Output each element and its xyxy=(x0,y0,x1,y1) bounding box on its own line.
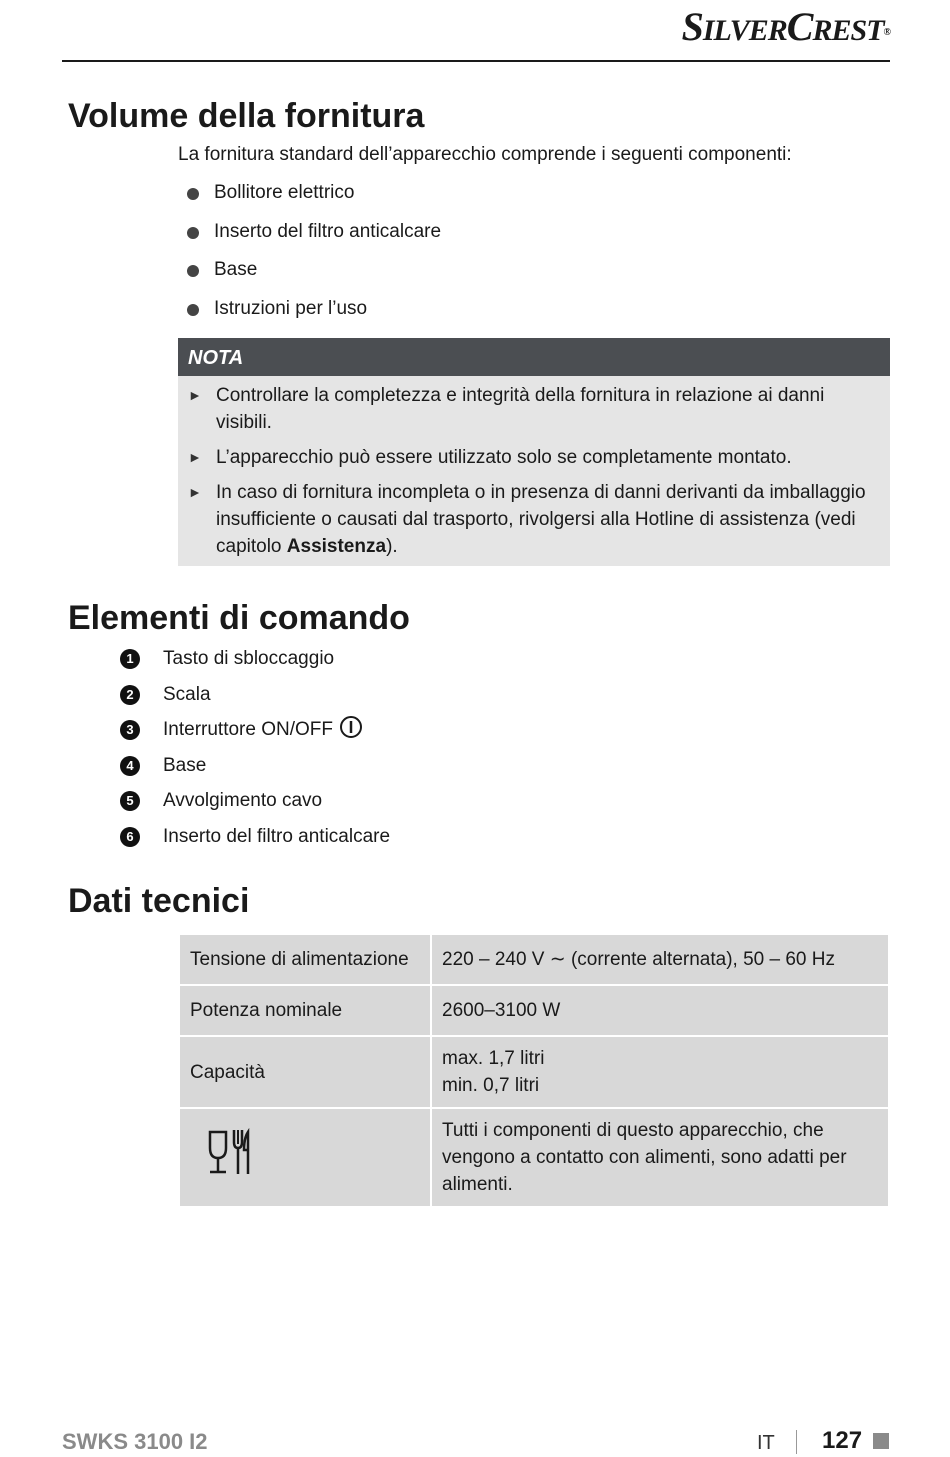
spec-label: Capacità xyxy=(180,1037,430,1107)
list-item: 5 Avvolgimento cavo xyxy=(120,786,390,822)
number-badge-icon: 3 xyxy=(120,720,140,740)
list-item: 6 Inserto del filtro anticalcare xyxy=(120,822,390,858)
arrow-right-icon: ► xyxy=(188,387,202,403)
power-icon xyxy=(339,715,363,739)
list-item: Base xyxy=(178,257,441,296)
header-rule xyxy=(62,60,890,62)
section-title-specs: Dati tecnici xyxy=(68,882,250,920)
spec-value: Tutti i componenti di questo apparecchio, che vengono a contatto con alimenti, sono adatti per alimenti. xyxy=(432,1109,888,1206)
spec-value: 2600–3100 W xyxy=(432,986,888,1035)
list-item: 3 Interruttore ON/OFF xyxy=(120,715,390,751)
number-badge-icon: 6 xyxy=(120,827,140,847)
list-item: 2 Scala xyxy=(120,680,390,716)
bullet-icon xyxy=(187,265,199,277)
footer-square-icon xyxy=(873,1433,889,1449)
spec-value: 220 – 240 V ∼ (corrente alternata), 50 – 60 Hz xyxy=(432,935,888,984)
footer-language: IT xyxy=(757,1432,775,1454)
supply-intro: La fornitura standard dell’apparecchio comprende i seguenti componenti: xyxy=(178,144,792,165)
table-row xyxy=(180,1109,888,1206)
list-item: Inserto del filtro anticalcare xyxy=(178,219,441,258)
footer-model: SWKS 3100 I2 xyxy=(62,1429,208,1454)
table-row xyxy=(180,986,888,1035)
list-item: ► Controllare la completezza e integrità della fornitura in relazione ai danni visibili. xyxy=(178,382,890,436)
number-badge-icon: 2 xyxy=(120,685,140,705)
controls-list xyxy=(120,644,390,857)
spec-value: max. 1,7 litri min. 0,7 litri xyxy=(432,1037,888,1107)
bullet-icon xyxy=(187,227,199,239)
footer-divider xyxy=(796,1430,797,1454)
spec-label xyxy=(180,1109,430,1206)
bullet-icon xyxy=(187,188,199,200)
table-row xyxy=(180,935,888,984)
note-list xyxy=(178,376,890,560)
note-box xyxy=(178,338,890,566)
food-safe-icon xyxy=(204,1124,264,1184)
note-heading: NOTA xyxy=(178,338,890,376)
list-item: ► In caso di fornitura incompleta o in presenza di danni derivanti da imballaggio insufficiente o causati dal trasporto, rivolgersi alla Hotline di assistenza (vedi capitolo Assistenza). xyxy=(178,479,890,560)
list-item: Istruzioni per l’uso xyxy=(178,296,441,335)
brand-logo: SILVERCREST® xyxy=(681,4,890,49)
arrow-right-icon: ► xyxy=(188,484,202,500)
number-badge-icon: 4 xyxy=(120,756,140,776)
bullet-icon xyxy=(187,304,199,316)
spec-label: Potenza nominale xyxy=(180,986,430,1035)
specs-table xyxy=(178,933,890,1208)
number-badge-icon: 1 xyxy=(120,649,140,669)
list-item: ► L’apparecchio può essere utilizzato solo se completamente montato. xyxy=(178,444,890,471)
list-item: 1 Tasto di sbloccaggio xyxy=(120,644,390,680)
section-title-supply: Volume della fornitura xyxy=(68,97,425,135)
assistance-ref: Assistenza xyxy=(286,536,387,557)
spec-label: Tensione di alimentazione xyxy=(180,935,430,984)
arrow-right-icon: ► xyxy=(188,449,202,465)
table-row xyxy=(180,1037,888,1107)
page-number: 127 xyxy=(822,1427,863,1454)
list-item: Bollitore elettrico xyxy=(178,180,441,219)
section-title-controls: Elementi di comando xyxy=(68,599,410,637)
list-item: 4 Base xyxy=(120,751,390,787)
supply-list xyxy=(178,180,441,334)
number-badge-icon: 5 xyxy=(120,791,140,811)
